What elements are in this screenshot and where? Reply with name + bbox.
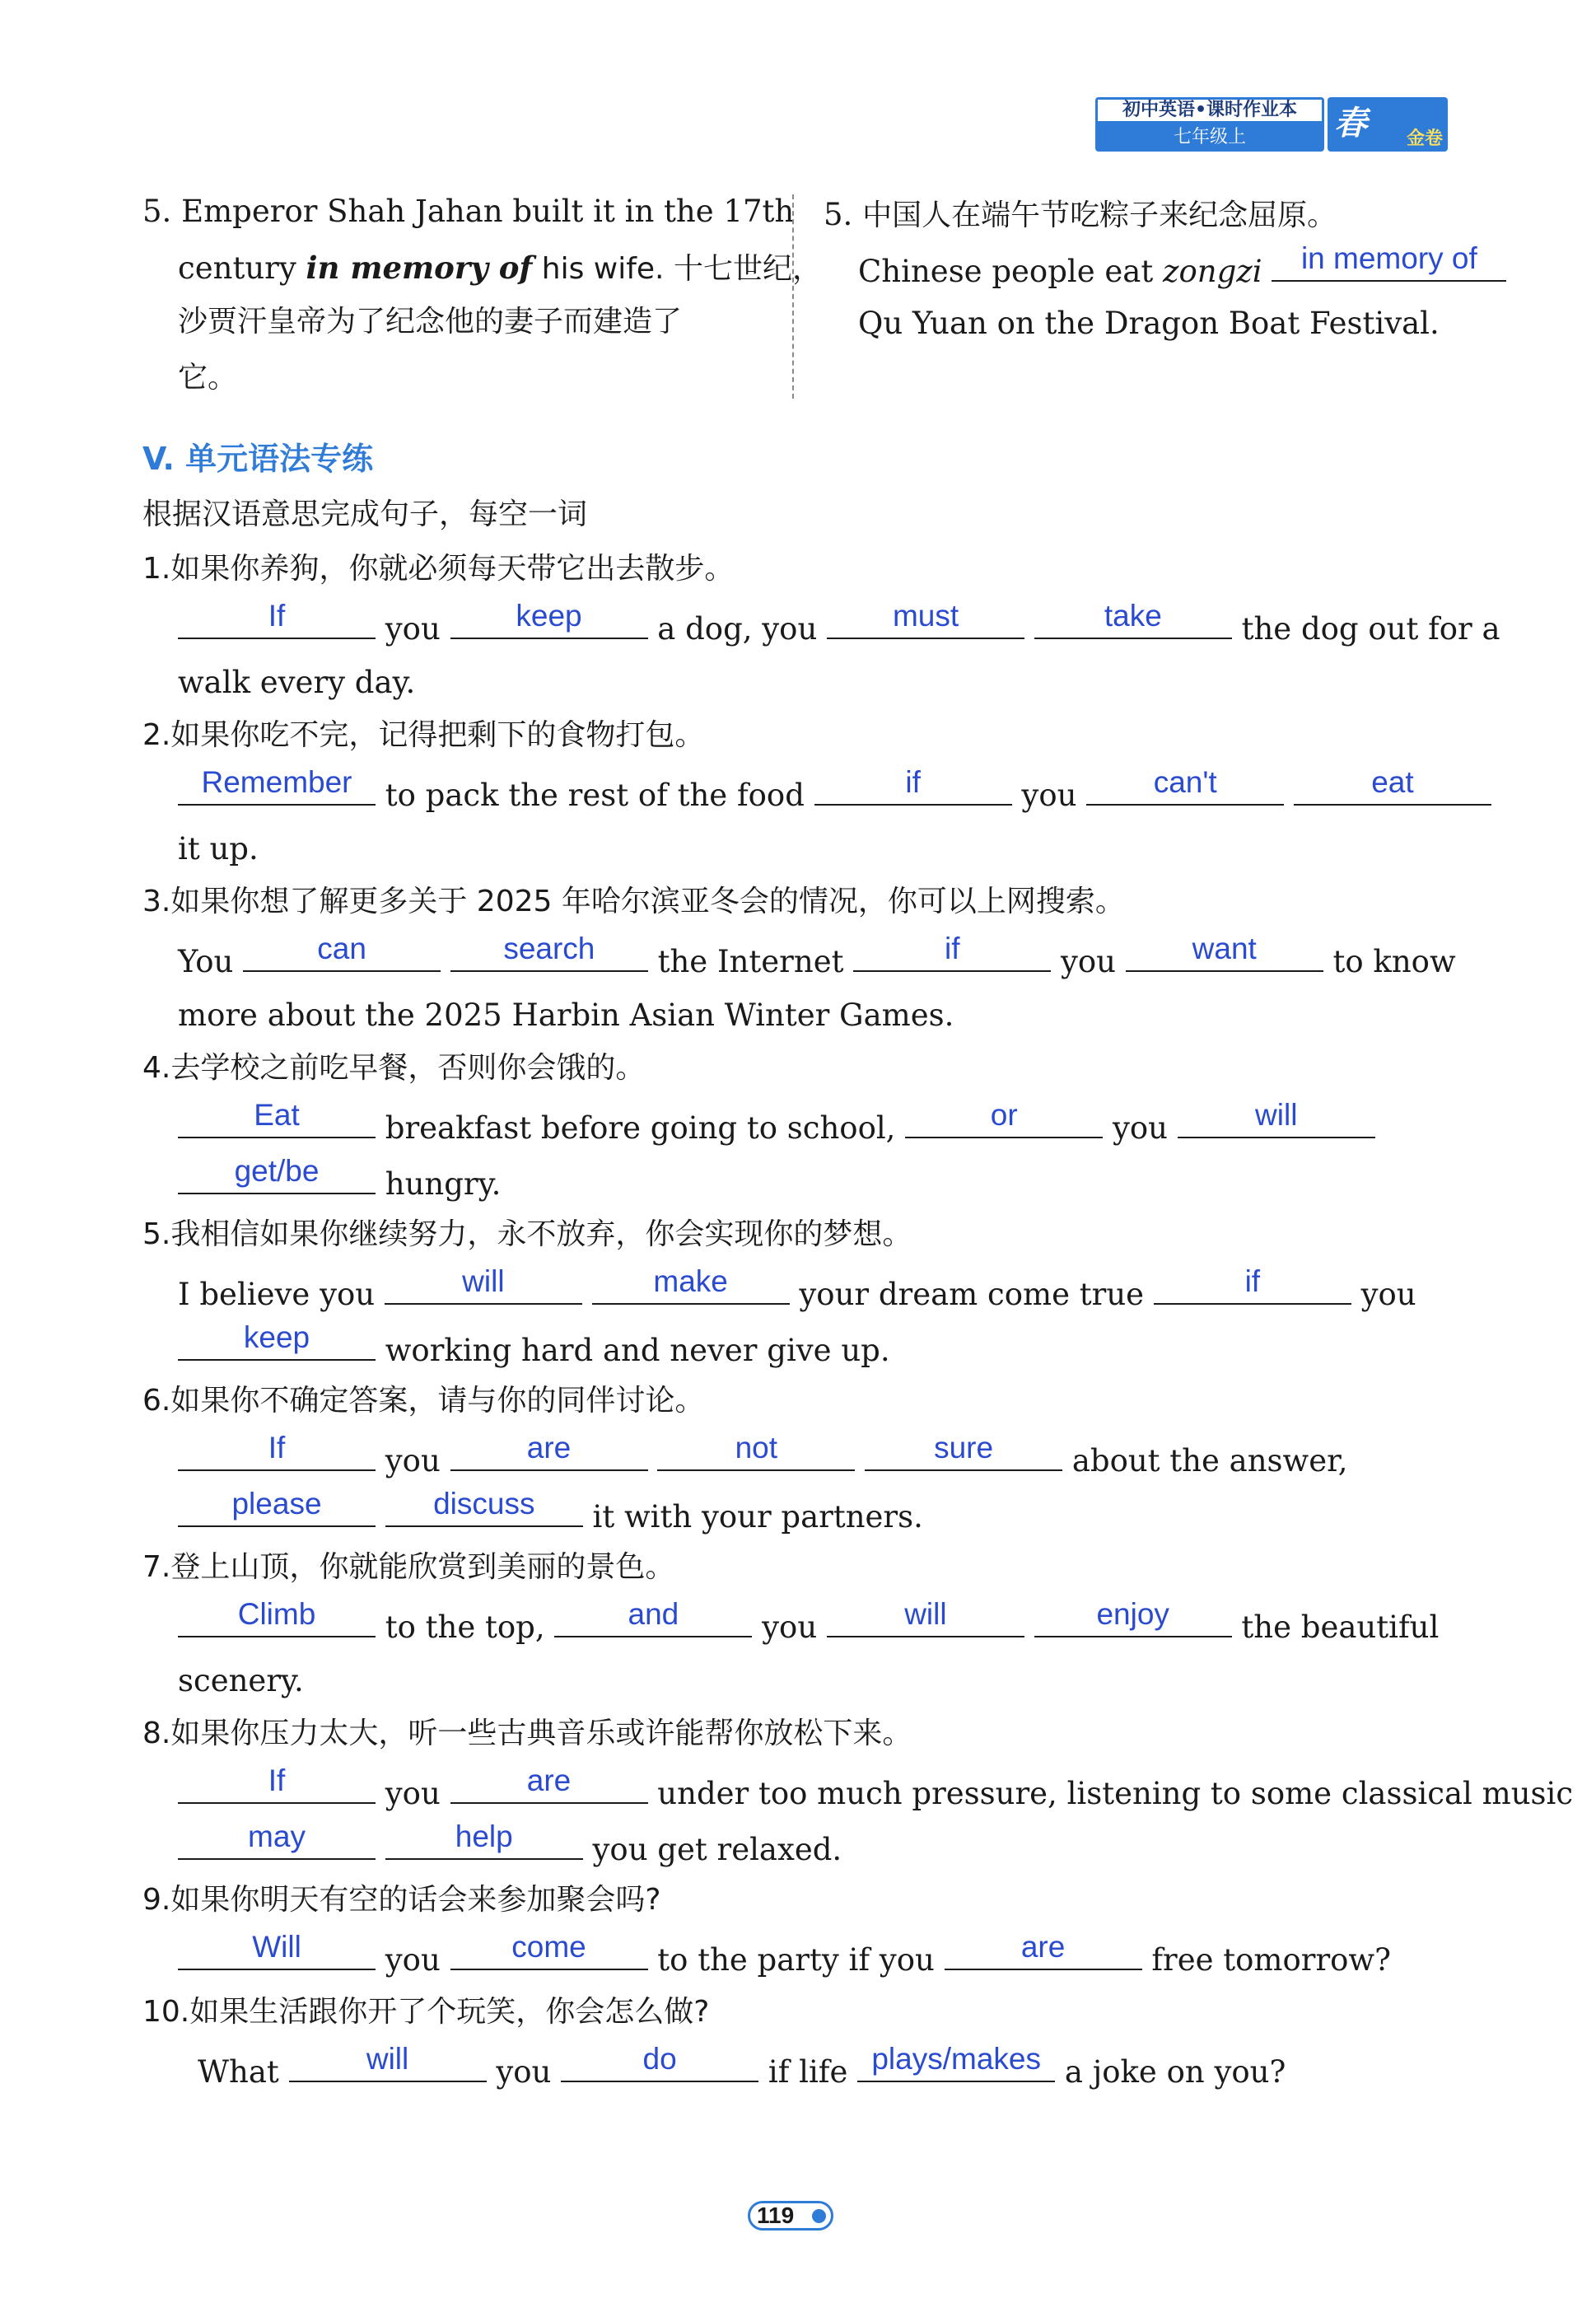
answer-blank[interactable] [178, 1930, 376, 1970]
sentence-text: What [198, 2054, 289, 2090]
item-number: 5. [142, 194, 172, 229]
sentence-text: working hard and never give up. [376, 1333, 890, 1368]
question-7-prompt [142, 1547, 674, 1588]
answer-blank[interactable] [243, 932, 441, 972]
question-5-answer-line [178, 1264, 1416, 1313]
sentence-text: to the party if you [647, 1942, 945, 1978]
sentence-text [1024, 611, 1034, 647]
sentence-text: the beautiful [1231, 1609, 1440, 1645]
answer-text: keep [516, 599, 582, 633]
question-chinese: 如果生活跟你开了个玩笑，你会怎么做? [189, 1995, 710, 2029]
item-text: Emperor Shah Jahan built it in the 17th [181, 194, 795, 229]
answer-text: are [526, 1763, 572, 1797]
question-chinese: 我相信如果你继续努力，永不放弃，你会实现你的梦想。 [170, 1217, 912, 1251]
sentence-text: a dog, you [647, 611, 828, 647]
answer-text: discuss [433, 1487, 535, 1521]
answer-blank[interactable] [592, 1264, 790, 1305]
answer-blank[interactable] [450, 932, 648, 972]
sentence-text [582, 1277, 592, 1312]
answer-text: come [511, 1930, 586, 1964]
question-1-continuation: walk every day. [178, 665, 416, 700]
question-2-answer-line [178, 765, 1491, 814]
brand-logo [1328, 97, 1448, 152]
question-number: 7. [142, 1550, 171, 1584]
answer-text: eat [1371, 765, 1414, 799]
left-item-line-2 [178, 247, 822, 288]
question-chinese: 去学校之前吃早餐，否则你会饿的。 [170, 1051, 646, 1085]
sentence-text: you [376, 1942, 450, 1978]
sentence-text: you get relaxed. [582, 1832, 842, 1867]
question-number: 6. [142, 1384, 171, 1418]
sentence-text [855, 1443, 865, 1478]
answer-text: or [990, 1098, 1018, 1132]
section-instruction: 根据汉语意思完成句子，每空一词 [142, 498, 588, 531]
question-10-prompt [142, 1992, 709, 2033]
answer-blank[interactable] [178, 1763, 376, 1804]
question-6-answer-line [178, 1431, 1348, 1479]
question-6-prompt [142, 1380, 704, 1422]
right-item-line-1 [824, 194, 1337, 236]
question-5-answer-line-2 [178, 1320, 890, 1369]
question-5-prompt [142, 1214, 912, 1255]
sentence-text: you [1011, 778, 1087, 813]
question-chinese: 如果你养狗，你就必须每天带它出去散步。 [170, 552, 735, 586]
question-3-answer-line [178, 932, 1456, 980]
question-1-answer-line [178, 599, 1500, 647]
sentence-text [376, 1499, 385, 1535]
sentence-text: You [178, 944, 244, 979]
answer-text: make [653, 1264, 728, 1298]
answer-blank[interactable] [385, 1264, 582, 1305]
answer-text: enjoy [1096, 1597, 1169, 1631]
right-item-line-3: Qu Yuan on the Dragon Boat Festival. [858, 306, 1440, 341]
sentence-text: about the answer, [1062, 1443, 1348, 1478]
page-dot-icon [812, 2209, 826, 2223]
sentence-text: the Internet [647, 944, 854, 979]
answer-text: If [268, 599, 286, 633]
answer-blank[interactable] [178, 1431, 376, 1471]
page-number: 119 [757, 2203, 795, 2228]
question-chinese: 如果你吃不完，记得把剩下的食物打包。 [170, 718, 705, 752]
series-title: 初中英语•课时作业本 [1095, 97, 1324, 124]
answer-text: keep [243, 1320, 310, 1354]
answer-text: can't [1153, 765, 1217, 799]
sentence-text [441, 944, 450, 979]
answer-blank[interactable] [853, 932, 1051, 972]
answer-text: if [944, 932, 960, 965]
answer-blank[interactable] [814, 765, 1012, 806]
key-phrase: in memory of [306, 250, 533, 286]
item-text: century [178, 250, 306, 286]
answer-blank[interactable] [1272, 241, 1506, 282]
question-3-continuation: more about the 2025 Harbin Asian Winter Games. [178, 997, 954, 1033]
answer-text: help [455, 1820, 513, 1853]
question-6-answer-line-2 [178, 1487, 923, 1535]
right-item-line-2 [858, 241, 1506, 290]
answer-blank[interactable] [945, 1930, 1142, 1970]
question-9-prompt [142, 1880, 660, 1921]
answer-text: and [628, 1597, 679, 1631]
answer-text: Will [252, 1930, 301, 1964]
answer-text: plays/makes [871, 2042, 1041, 2076]
logo-mark: 春 [1334, 104, 1367, 142]
question-2-prompt [142, 715, 704, 756]
sentence-text [648, 1443, 658, 1478]
answer-text: can [317, 932, 366, 965]
sentence-text: the dog out for a [1231, 611, 1500, 647]
answer-text: get/be [234, 1154, 320, 1188]
question-number: 5. [142, 1217, 171, 1251]
answer-blank[interactable] [178, 765, 376, 806]
answer-blank[interactable] [385, 1820, 583, 1860]
answer-text: will [366, 2042, 409, 2076]
question-number: 2. [142, 718, 171, 752]
answer-text: Climb [237, 1597, 316, 1631]
answer-blank[interactable] [905, 1098, 1103, 1138]
question-1-prompt [142, 549, 734, 590]
answer-blank[interactable] [1034, 599, 1232, 639]
left-item-line-4: 它。 [178, 361, 238, 395]
answer-blank[interactable] [827, 599, 1024, 639]
item-text: his wife. 十七世纪， [532, 252, 822, 286]
column-divider [792, 194, 794, 399]
page-number-badge [748, 2201, 833, 2231]
sentence-text: you [1051, 944, 1126, 979]
left-item-line-1 [142, 191, 794, 232]
sentence-text: free tomorrow? [1141, 1942, 1391, 1978]
sentence-text [376, 1832, 385, 1867]
sentence-text: to know [1323, 944, 1456, 979]
answer-blank[interactable] [178, 1597, 376, 1637]
answer-text: will [462, 1264, 505, 1298]
question-7-answer-line [178, 1597, 1440, 1646]
answer-blank[interactable] [857, 2042, 1055, 2082]
answer-text: in memory of [1300, 241, 1477, 275]
question-number: 8. [142, 1717, 171, 1750]
item-number: 5. [824, 197, 853, 232]
question-9-answer-line [178, 1930, 1391, 1978]
answer-blank[interactable] [865, 1431, 1062, 1471]
question-chinese: 如果你想了解更多关于 2025 年哈尔滨亚冬会的情况，你可以上网搜索。 [170, 885, 1125, 918]
answer-text: do [642, 2042, 677, 2076]
question-3-prompt [142, 881, 1125, 923]
sentence-text: if life [758, 2054, 858, 2090]
answer-text: will [1255, 1098, 1298, 1132]
answer-blank[interactable] [1154, 1264, 1351, 1305]
sentence-text: breakfast before going to school, [376, 1110, 906, 1146]
answer-blank[interactable] [1034, 1597, 1232, 1637]
left-item-line-3: 沙贾汗皇帝为了纪念他的妻子而建造了 [178, 305, 683, 339]
answer-text: if [905, 765, 921, 799]
answer-text: If [268, 1431, 286, 1464]
sentence-text: hungry. [376, 1166, 502, 1202]
question-10-answer-line [198, 2042, 1286, 2090]
question-4-answer-line-2 [178, 1154, 502, 1203]
sentence-text: you [1103, 1110, 1178, 1146]
answer-text: please [231, 1487, 322, 1521]
sentence-text: I believe you [178, 1277, 385, 1312]
sentence-text [1284, 778, 1294, 813]
sentence-text: you [376, 1776, 450, 1811]
answer-text: will [904, 1597, 947, 1631]
item-text: Chinese people eat [858, 254, 1163, 289]
answer-blank[interactable] [657, 1431, 855, 1471]
question-7-continuation: scenery. [178, 1663, 304, 1698]
grade-label: 七年级上 [1173, 127, 1246, 147]
question-number: 1. [142, 552, 171, 586]
answer-blank[interactable] [1178, 1098, 1375, 1138]
sentence-text: to pack the rest of the food [376, 778, 814, 813]
sentence-text: to the top, [376, 1609, 555, 1645]
italic-word: zongzi [1162, 254, 1262, 289]
sentence-text: you [752, 1609, 827, 1645]
answer-blank[interactable] [1126, 932, 1323, 972]
question-8-prompt [142, 1713, 912, 1754]
question-number: 10. [142, 1995, 190, 2029]
section-title: V. 单元语法专练 [142, 441, 374, 477]
answer-text: if [1244, 1264, 1261, 1298]
sentence-text: it with your partners. [582, 1499, 923, 1535]
sentence-text: under too much pressure, listening to some classical music [647, 1776, 1574, 1811]
series-label [1095, 97, 1324, 152]
answer-blank[interactable] [554, 1597, 752, 1637]
sentence-text: your dream come true [789, 1277, 1154, 1312]
answer-blank[interactable] [178, 599, 376, 639]
question-chinese: 登上山顶，你就能欣赏到美丽的景色。 [170, 1550, 675, 1584]
answer-blank[interactable] [450, 1763, 648, 1804]
answer-text: are [1020, 1930, 1066, 1964]
answer-text: If [268, 1763, 286, 1797]
answer-blank[interactable] [1086, 765, 1284, 806]
question-4-answer-line [178, 1098, 1375, 1147]
question-2-continuation: it up. [178, 831, 259, 867]
answer-blank[interactable] [178, 1487, 376, 1527]
question-4-prompt [142, 1048, 645, 1089]
sentence-text: you [376, 611, 450, 647]
header-badge [1095, 97, 1448, 155]
answer-text: Eat [254, 1098, 300, 1132]
answer-text: must [892, 599, 959, 633]
question-chinese: 如果你明天有空的话会来参加聚会吗? [170, 1883, 661, 1917]
sentence-text: you [1351, 1277, 1416, 1312]
answer-blank[interactable] [450, 1431, 648, 1471]
answer-text: take [1104, 599, 1162, 633]
answer-text: may [248, 1820, 306, 1853]
answer-blank[interactable] [561, 2042, 758, 2082]
answer-blank[interactable] [178, 1320, 376, 1361]
answer-blank[interactable] [827, 1597, 1024, 1637]
question-number: 3. [142, 885, 171, 918]
sentence-text: you [376, 1443, 450, 1478]
sentence-text [1024, 1609, 1034, 1645]
question-chinese: 如果你不确定答案，请与你的同伴讨论。 [170, 1384, 705, 1418]
answer-text: want [1192, 932, 1257, 965]
answer-blank[interactable] [1294, 765, 1491, 806]
logo-subtitle: 金卷 [1406, 128, 1443, 149]
answer-blank[interactable] [385, 1487, 583, 1527]
answer-text: not [735, 1431, 778, 1464]
answer-text: Remember [201, 765, 352, 799]
item-text: 中国人在端午节吃粽子来纪念屈原。 [862, 199, 1337, 232]
question-number: 9. [142, 1883, 171, 1917]
sentence-text: you [486, 2054, 562, 2090]
answer-blank[interactable] [289, 2042, 487, 2082]
answer-blank[interactable] [178, 1820, 376, 1860]
question-8-answer-line-2 [178, 1820, 842, 1868]
question-8-answer-line [178, 1763, 1574, 1812]
sentence-text: a joke on you? [1055, 2054, 1286, 2090]
answer-text: are [526, 1431, 572, 1464]
answer-blank[interactable] [178, 1154, 376, 1194]
answer-blank[interactable] [450, 1930, 648, 1970]
answer-text: sure [934, 1431, 994, 1464]
answer-blank[interactable] [450, 599, 648, 639]
question-chinese: 如果你压力太大，听一些古典音乐或许能帮你放松下来。 [170, 1717, 912, 1750]
answer-text: search [503, 932, 595, 965]
answer-blank[interactable] [178, 1098, 376, 1138]
question-number: 4. [142, 1051, 171, 1085]
